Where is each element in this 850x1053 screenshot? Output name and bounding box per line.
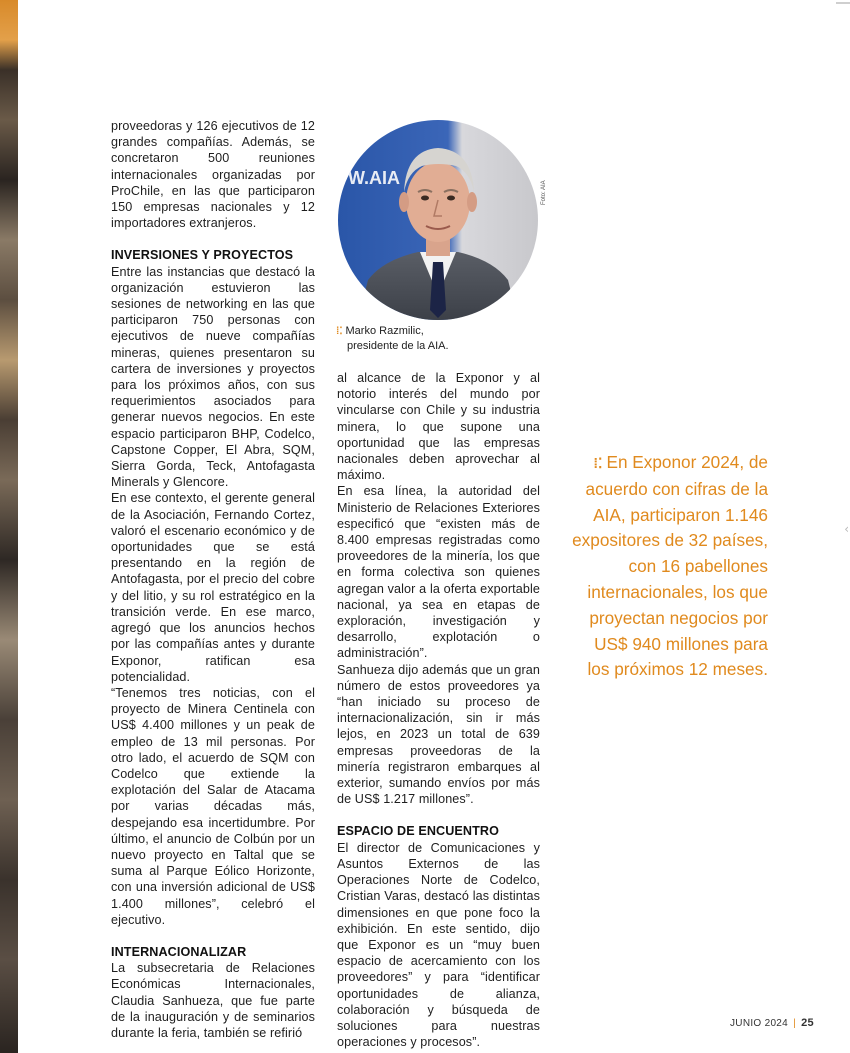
caption-name: Marko Razmilic,: [345, 325, 424, 337]
corner-mark: [836, 2, 850, 4]
backdrop-text: W.AIA: [348, 168, 400, 188]
caption-role: presidente de la AIA.: [347, 340, 449, 352]
page-number: 25: [801, 1017, 814, 1029]
pull-quote: [572, 450, 768, 683]
cover-image-strip: [0, 0, 18, 1053]
quote-marker-icon: ⁞⁚: [593, 455, 603, 471]
section-heading-inversiones: INVERSIONES Y PROYECTOS: [111, 248, 294, 263]
section-heading-internacionalizar: INTERNACIONALIZAR: [111, 944, 247, 959]
edge-bracket-icon: ‹: [844, 522, 849, 536]
paragraph: Sanhueza dijo además que un gran número de estos proveedores ya “han iniciado su proceso de internacionalización, sin ir más lejos, en 2023 un total de 639 empresas proveedoras de la minería registraron embarques al exterior, sumando envíos por más de US$ 1.217 millones”.: [337, 662, 540, 807]
paragraph: El director de Comunicaciones y Asuntos Externos de las Operaciones Norte de Codelco, Cristian Varas, destacó las distintas dimensiones en que pone foco la exhibición. En este sentido, dijo que Exponor es un “muy buen espacio de acercamiento con los proveedores” y para “identificar oportunidades de alianza, colaboración y búsqueda de soluciones para nuestras operaciones y procesos”.: [337, 840, 540, 1050]
paragraph: En ese contexto, el gerente general de la Asociación, Fernando Cortez, valoró el escenario económico y de oportunidades que se está presentando en la región de Antofagasta, por el precio del cobre y del litio, y su rol estratégico en la transición verde. En ese marco, agregó que los anuncios hechos por las compañías antes y durante Exponor, ratifican esa potencialidad.: [111, 491, 315, 684]
paragraph: proveedoras y 126 ejecutivos de 12 grandes compañías. Además, se concretaron 500 reuniones internacionales organizadas por ProChile, en las que participaron 150 empresas nacionales y 12 importadores extranjeros.: [111, 119, 315, 231]
article-column-left: [111, 118, 315, 1041]
portrait-photo: [338, 120, 538, 320]
issue-date: JUNIO 2024: [730, 1018, 789, 1029]
paragraph: La subsecretaria de Relaciones Económicas Internacionales, Claudia Sanhueza, que fue parte de la inauguración y de seminarios durante la feria, también se refirió: [111, 961, 315, 1040]
photo-credit: Foto: AIA: [541, 180, 547, 205]
paragraph: Entre las instancias que destacó la organización estuvieron las sesiones de networking en las que participaron 750 personas con ejecutivos de nueve compañías mineras, quienes presentaron su cartera de inversiones y proyectos para los próximos años, con sus requerimientos asociados para generar nuevos negocios. En este espacio participaron BHP, Codelco, Capstone Copper, El Abra, SQM, Sierra Gorda, Teck, Antofagasta Minerals y Glencore.: [111, 264, 315, 490]
photo-caption: [336, 324, 449, 353]
paragraph: En esa línea, la autoridad del Ministerio de Relaciones Exteriores especificó que “existen más de 8.400 empresas registradas como proveedores de la minería, los que en forma colectiva son quienes agregan valor a la oferta exportable nacional, ya sea en etapas de exploración, investigación y desarrollo, explotación o administración”.: [337, 484, 540, 661]
article-column-middle: [337, 370, 540, 1050]
paragraph: al alcance de la Exponor y al notorio interés del mundo por vincularse con Chile y su industria minera, lo que supone una oportunidad que las empresas nacionales deben aprovechar al máximo.: [337, 371, 540, 483]
page-footer: [730, 1017, 814, 1029]
caption-marker-icon: ⁞⁚: [336, 326, 343, 337]
paragraph: “Tenemos tres noticias, con el proyecto de Minera Centinela con US$ 4.400 millones y un peak de empleo de 13 mil personas. Por otro lado, el acuerdo de SQM con Codelco que extiende la explotación del Salar de Atacama por varias décadas más, despejando esa incertidumbre. Por último, el anuncio de Colbún por un nuevo proyecto en Taltal que se suma al Parque Eólico Horizonte, con una inversión adicional de US$ 1.400 millones”, celebró el ejecutivo.: [111, 685, 315, 927]
portrait-illustration: [338, 120, 538, 320]
section-heading-espacio: ESPACIO DE ENCUENTRO: [337, 824, 500, 839]
footer-separator: |: [793, 1018, 797, 1029]
pull-quote-text: En Exponor 2024, de acuerdo con cifras de la AIA, participaron 1.146 expositores de 32 países, con 16 pabellones internacionales, los que proyectan negocios por US$ 940 millones para los próximos 12 meses.: [572, 452, 768, 680]
